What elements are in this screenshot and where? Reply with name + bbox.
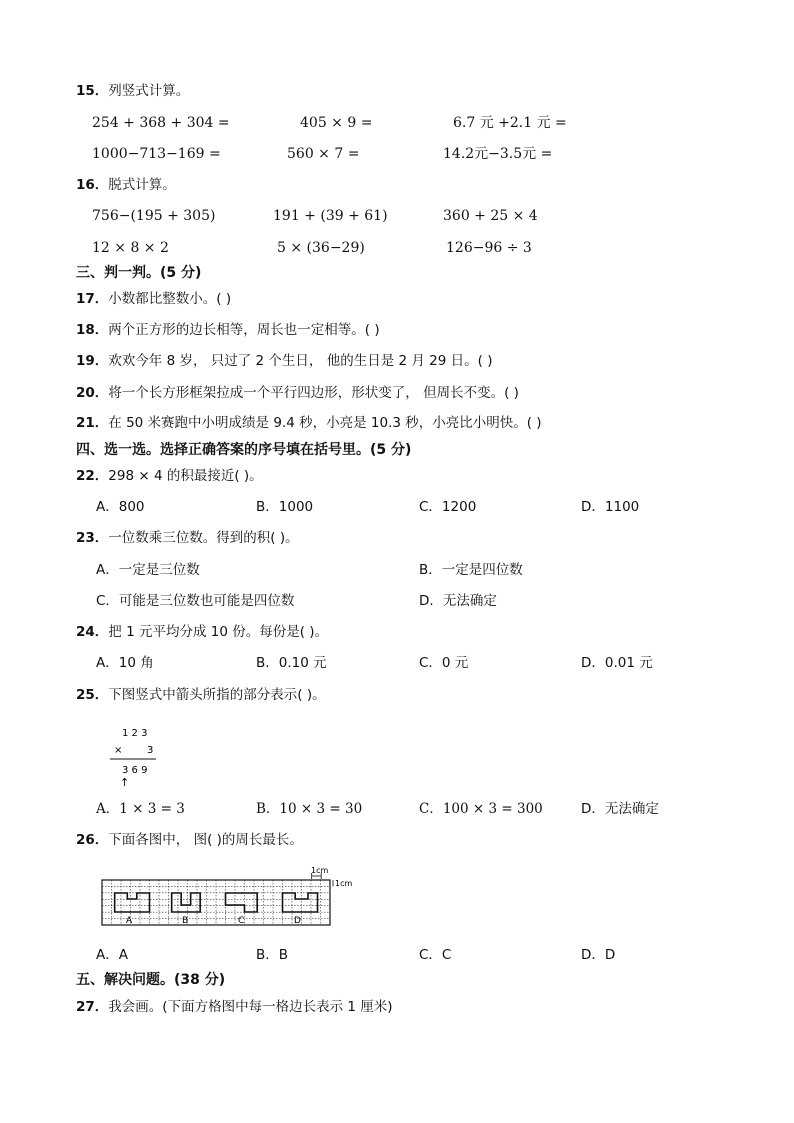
option-d: D．0.01 元 <box>581 655 653 671</box>
question-text: 下面各图中， 图( )的周长最长。 <box>108 832 303 848</box>
question-24 <box>76 623 328 641</box>
question-number: 18． <box>76 322 109 338</box>
multiplicand: 1 2 3 <box>122 728 148 739</box>
question-27 <box>76 998 393 1016</box>
option-a: A．A <box>96 947 128 963</box>
multiply-sign: × <box>114 745 123 756</box>
question-text: 一位数乘三位数。得到的积( )。 <box>108 530 299 546</box>
shape-a <box>115 893 150 912</box>
section-heading-3: 三、判一判。(5 分) <box>76 265 202 281</box>
shape-label-c: C <box>238 916 245 926</box>
calc-item: 5 × (36−29) <box>277 240 365 256</box>
option-a: A．10 角 <box>96 655 154 671</box>
question-number: 15． <box>76 83 109 99</box>
option-c: C．C <box>419 947 452 963</box>
arrow-icon: ↑ <box>120 776 130 788</box>
shape-label-d: D <box>294 916 301 926</box>
question-21 <box>76 414 542 432</box>
option-c: C．0 元 <box>419 655 469 671</box>
question-26 <box>76 831 303 849</box>
product: 3 6 9 <box>122 765 148 776</box>
question-number: 16． <box>76 177 109 193</box>
calc-item: 12 × 8 × 2 <box>92 240 169 256</box>
question-text: 我会画。(下面方格图中每一格边长表示 1 厘米) <box>108 999 393 1015</box>
option-b: B．一定是四位数 <box>419 562 523 578</box>
calc-item: 6.7 元 +2.1 元 = <box>453 115 567 131</box>
question-20 <box>76 384 519 402</box>
multiplier: 3 <box>147 745 154 756</box>
question-text: 小数都比整数小。( ) <box>108 291 232 307</box>
option-d: D．无法确定 <box>581 801 659 817</box>
shape-d <box>283 893 318 912</box>
option-a: A．一定是三位数 <box>96 562 200 578</box>
question-15 <box>76 82 189 100</box>
calc-item: 560 × 7 = <box>287 146 360 162</box>
calc-item: 14.2元−3.5元 = <box>443 146 553 162</box>
question-text: 两个正方形的边长相等，周长也一定相等。( ) <box>108 322 380 338</box>
question-25 <box>76 686 326 704</box>
question-text: 298 × 4 的积最接近( )。 <box>108 468 263 484</box>
question-19 <box>76 352 492 370</box>
question-number: 24． <box>76 624 109 640</box>
question-number: 26． <box>76 832 109 848</box>
question-text: 脱式计算。 <box>108 177 176 193</box>
option-b: B．0.10 元 <box>256 655 327 671</box>
question-number: 21． <box>76 415 109 431</box>
question-text: 欢欢今年 8 岁， 只过了 2 个生日， 他的生日是 2 月 29 日。( ) <box>108 353 493 369</box>
question-number: 17． <box>76 291 109 307</box>
section-heading-4: 四、选一选。选择正确答案的序号填在括号里。(5 分) <box>76 442 412 458</box>
question-number: 19． <box>76 353 109 369</box>
calc-item: 254 + 368 + 304 = <box>92 115 230 131</box>
section-heading-5: 五、解决问题。(38 分) <box>76 972 226 988</box>
shape-label-a: A <box>126 916 133 926</box>
shape-b <box>172 893 201 912</box>
question-text: 列竖式计算。 <box>108 83 190 99</box>
question-16 <box>76 176 176 194</box>
question-text: 在 50 米赛跑中小明成绩是 9.4 秒，小亮是 10.3 秒，小亮比小明快。( ) <box>108 415 542 431</box>
option-c: C．1200 <box>419 499 477 515</box>
question-18 <box>76 321 380 339</box>
question-22 <box>76 467 263 485</box>
shape-c <box>226 893 258 912</box>
option-d: D．D <box>581 947 616 963</box>
calc-item: 126−96 ÷ 3 <box>446 240 532 256</box>
question-number: 25． <box>76 687 109 703</box>
option-b: B．10 × 3 = 30 <box>256 801 363 817</box>
unit-label-vertical: 1cm <box>335 879 353 888</box>
question-text: 把 1 元平均分成 10 份。每份是( )。 <box>108 624 329 640</box>
question-text: 将一个长方形框架拉成一个平行四边形，形状变了， 但周长不变。( ) <box>108 385 519 401</box>
question-number: 20． <box>76 385 109 401</box>
question-23 <box>76 529 299 547</box>
calc-item: 360 + 25 × 4 <box>443 208 538 224</box>
option-a: A．800 <box>96 499 145 515</box>
question-number: 27． <box>76 999 109 1015</box>
calc-item: 191 + (39 + 61) <box>273 208 388 224</box>
calc-item: 405 × 9 = <box>300 115 373 131</box>
option-a: A．1 × 3 = 3 <box>96 801 185 817</box>
question-text: 下图竖式中箭头所指的部分表示( )。 <box>108 687 326 703</box>
option-c: C．100 × 3 = 300 <box>419 801 543 817</box>
question-number: 22． <box>76 468 109 484</box>
unit-label-horizontal: 1cm <box>311 866 329 875</box>
option-b: B．B <box>256 947 289 963</box>
calc-item: 756−(195 + 305) <box>92 208 216 224</box>
option-b: B．1000 <box>256 499 314 515</box>
shape-label-b: B <box>182 916 189 926</box>
question-17 <box>76 290 231 308</box>
vertical-multiplication-figure <box>108 724 168 788</box>
option-c: C．可能是三位数也可能是四位数 <box>96 593 295 609</box>
calc-item: 1000−713−169 = <box>92 146 221 162</box>
option-d: D．1100 <box>581 499 640 515</box>
grid-shapes-figure <box>100 866 360 930</box>
question-number: 23． <box>76 530 109 546</box>
option-d: D．无法确定 <box>419 593 497 609</box>
